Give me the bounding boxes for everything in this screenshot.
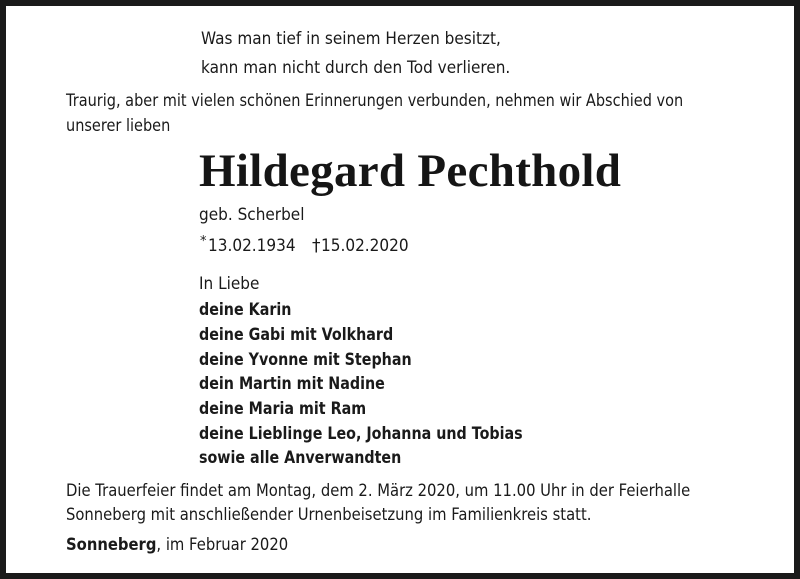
funeral-line-2: Sonneberg mit anschließender Urnenbeisetzung im Familienkreis statt. <box>66 505 592 525</box>
mourner-name: deine Gabi mit Volkhard <box>199 325 394 345</box>
mourner-name: deine Maria mit Ram <box>199 399 367 419</box>
mourner-name: deine Lieblinge Leo, Johanna und Tobias <box>199 424 523 444</box>
mourner-name: deine Yvonne mit Stephan <box>199 350 412 370</box>
birth-symbol: * <box>200 234 207 249</box>
funeral-line-1: Die Trauerfeier findet am Montag, dem 2. März 2020, um 11.00 Uhr in der Feierhalle <box>66 481 691 501</box>
death-date: 15.02.2020 <box>321 236 409 256</box>
quote-line-1: Was man tief in seinem Herzen besitzt, <box>201 29 501 49</box>
intro-line-2: unserer lieben <box>66 116 171 136</box>
mourner-name: dein Martin mit Nadine <box>199 374 385 394</box>
mourners-heading: In Liebe <box>199 274 260 294</box>
birth-date: 13.02.1934 <box>208 236 296 256</box>
deceased-name: Hildegard Pechthold <box>199 145 622 197</box>
footer-place: Sonneberg <box>66 535 157 555</box>
footer-date: , im Februar 2020 <box>156 535 289 555</box>
intro-line-1: Traurig, aber mit vielen schönen Erinnerungen verbunden, nehmen wir Abschied von <box>66 91 684 111</box>
quote-line-2: kann man nicht durch den Tod verlieren. <box>201 58 511 78</box>
mourner-name: deine Karin <box>199 300 292 320</box>
death-symbol: † <box>312 236 321 256</box>
maiden-name: geb. Scherbel <box>199 205 305 225</box>
mourner-name: sowie alle Anverwandten <box>199 448 402 468</box>
footer-signature <box>66 533 288 557</box>
